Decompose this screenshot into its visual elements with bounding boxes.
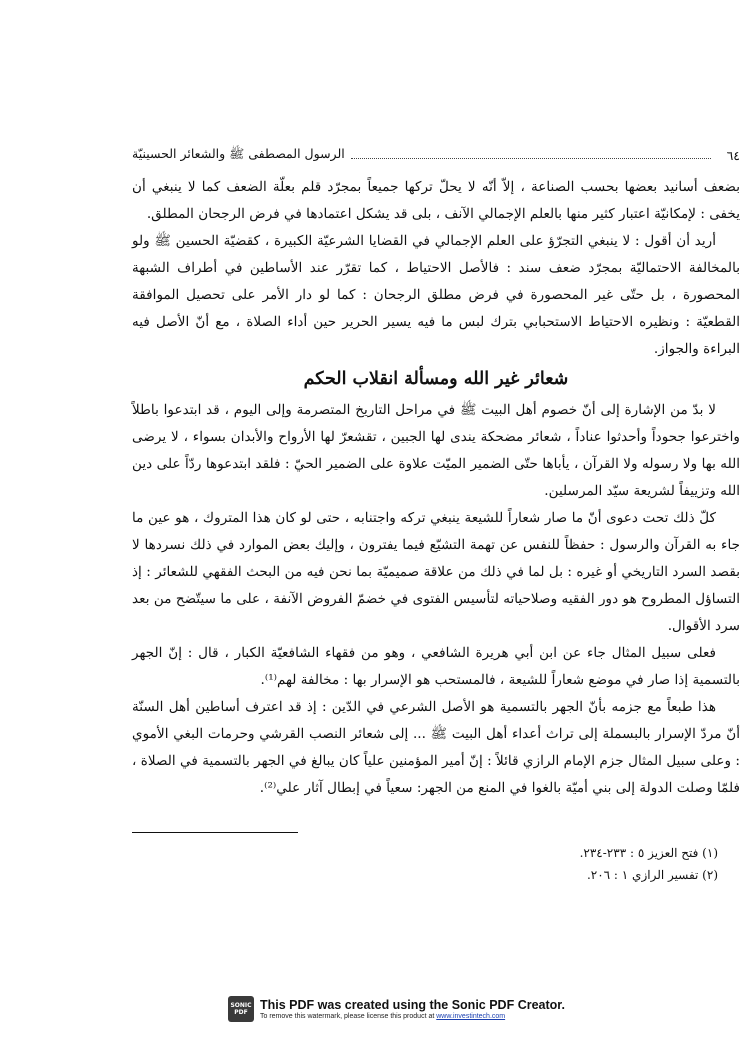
watermark-main-line: This PDF was created using the Sonic PDF Creator. [260, 997, 565, 1012]
paragraph-1: بضعف أسانيد بعضها بحسب الصناعة ، إلاّ أنّه لا يحلّ تركها جميعاً بمجرّد قلم بعلّة الضعف كما لا ينبغي أن يخفى : لإمكانيّة اعتبار كثير منها بالعلم الإجمالي الآنف ، بلى قد يشكل اعتمادها في فرض الرجحان المطلق. [132, 179, 740, 222]
paragraph-2: أريد أن أقول : لا ينبغي التجرّؤ على العلم الإجمالي في القضايا الشرعيّة الكبيرة ، كقضيّة الحسين ﷺ ولو بالمخالفة الاحتماليّة بمجرّد ضعف سند : فالأصل الاحتياط ، كما تقرّر عند الأساطين في أطراف الشبهة المحصورة ، بل حتّى غير المحصورة في فرض مطلق الرجحان : كما لو دار الأمر على تحصيل الموافقة القطعيّة : ونظيره الاحتياط الاستحبابي بترك لبس ما فيه يسير الحرير حين أداء الصلاة ، مع أنّ الأصل فيه البراءة والجواز. [132, 233, 740, 357]
paragraph-6: هذا طبعاً مع جزمه بأنّ الجهر بالتسمية هو الأصل الشرعي في الدّين : إذ قد اعترف أساطين أهل السنّة أنّ مردّ الإسرار بالبسملة إلى تراث أعداء أهل البيت ﷺ ... إلى شعائر النصب القرشي وحرمات البغي الأموي : وعلى سبيل المثال جزم الإمام الرازي قائلاً : إنّ أمير المؤمنين علياً كان يبالغ في الجهر بالتسمية في الصلاة ، فلمّا وصلت الدولة إلى بني أميّة بالغوا في المنع من الجهر: سعياً في إبطال آثار علي⁽²⁾. [132, 699, 740, 796]
footnote-2: (٢) تفسير الرازي ١ : ٢٠٦. [586, 868, 718, 882]
watermark [228, 995, 568, 1023]
section-heading: شعائر غير الله ومسألة انقلاب الحكم [303, 369, 569, 389]
page-number: ٦٤ [726, 147, 740, 163]
paragraph-4: كلّ ذلك تحت دعوى أنّ ما صار شعاراً للشيعة ينبغي تركه واجتنابه ، حتى لو كان هذا المتروك ، هو عين ما جاء به القرآن والرسول : حفظاً للنفس عن تهمة التشيّع فيما يفترون ، وإليك بعض الموارد في ذلك نسردها لا بقصد السرد التاريخي أو غيره : بل لما في ذلك من علاقة صميميّة بما نحن فيه من البحث الفقهي للشعائر : إذ التساؤل المطروح هو دور الفقيه وصلاحياته لتأسيس الفتوى في خضمّ الفروض الآنفة ، على ما سيتّضح من بعد سرد الأقوال. [132, 510, 740, 634]
running-title: الرسول المصطفى ﷺ والشعائر الحسينيّة [132, 145, 345, 161]
footnote-separator [132, 832, 298, 833]
header-dot-leader [351, 158, 711, 159]
watermark-sub-line [260, 1012, 565, 1021]
watermark-link[interactable]: www.investintech.com [436, 1012, 506, 1020]
footnote-1: (١) فتح العزيز ٥ : ٢٣٣-٢٣٤. [579, 846, 718, 860]
paragraph-3: لا بدّ من الإشارة إلى أنّ خصوم أهل البيت ﷺ في مراحل التاريخ المتصرمة وإلى اليوم ، قد ابتدعوا باطلاً واخترعوا جحوداً وأحدثوا عناداً ، شعائر مضحكة يندى لها الجبين ، تقشعرّ لها الأرواح والأبدان بسواء ، لا يرضى الله بها ولا رسوله ولا القرآن ، يأباها حتّى الضمير الميّت علاوة على الضمير الحيّ : فلقد ابتدعوها ردّاً على دين الله وتزييفاً لشريعة سيّد المرسلين. [132, 402, 740, 499]
body-text [132, 174, 740, 802]
running-header [132, 144, 740, 166]
paragraph-5: فعلى سبيل المثال جاء عن ابن أبي هريرة الشافعي ، وهو من فقهاء الشافعيّة الكبار ، قال : إنّ الجهر بالتسمية إذا صار في موضع شعاراً للشيعة ، فالمستحب هو الإسرار بها : مخالفة لهم⁽¹⁾. [132, 645, 740, 688]
watermark-sub-prefix: To remove this watermark, please license this product at [260, 1012, 437, 1020]
watermark-text [260, 998, 565, 1021]
footnotes [132, 842, 740, 886]
sonic-pdf-logo-icon: SONIC PDF [228, 996, 254, 1022]
